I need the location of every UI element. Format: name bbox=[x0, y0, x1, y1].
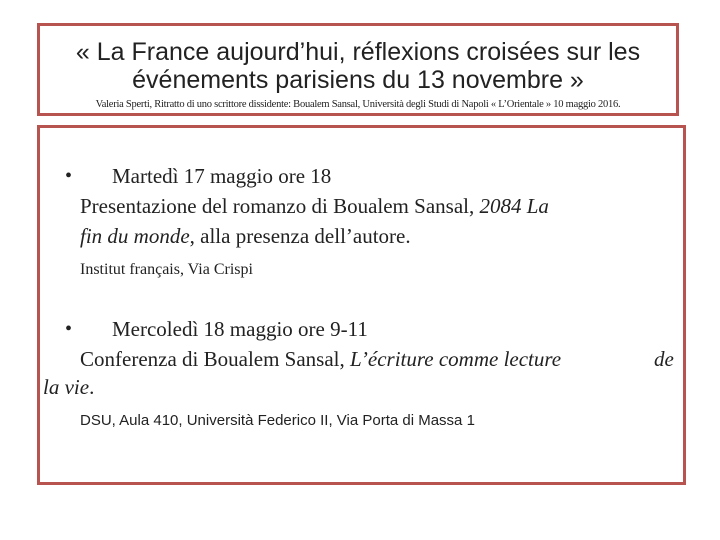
event-1-book-title-b: fin du monde bbox=[80, 224, 190, 248]
event-2-description-line-2 bbox=[43, 372, 94, 402]
event-2-lecture-title-b: la vie bbox=[43, 375, 90, 399]
event-2-desc-text-2: . bbox=[89, 375, 95, 399]
event-1-venue: Institut français, Via Crispi bbox=[80, 261, 253, 278]
event-2-lecture-title-de: de bbox=[654, 347, 674, 371]
title-line-1: « La France aujourd’hui, réflexions croisées sur les bbox=[75, 38, 641, 66]
event-2-desc-text: Conferenza di Boualem Sansal, bbox=[80, 347, 351, 371]
event-2-description-line-1 bbox=[80, 344, 561, 374]
citation: Valeria Sperti, Ritratto di uno scrittore dissidente: Boualem Sansal, Università degli Studi di Napoli « L’Orientale » 10 maggio 2016. bbox=[95, 99, 621, 110]
event-1-heading: Martedì 17 maggio ore 18 bbox=[112, 164, 332, 188]
event-2-lecture-title-a: L’écriture comme lecture bbox=[350, 347, 562, 371]
event-1-book-title-a: 2084 La bbox=[479, 194, 549, 218]
event-1-desc-text: Presentazione del romanzo di Boualem Sansal, bbox=[80, 194, 480, 218]
content-box bbox=[37, 125, 686, 485]
title-line-2: événements parisiens du 13 novembre » bbox=[132, 66, 584, 94]
event-1-description-line-1 bbox=[80, 191, 549, 221]
event-1-desc-text-2: , alla presenza dell’autore. bbox=[189, 224, 411, 248]
event-2-description-de bbox=[654, 344, 674, 374]
event-2-venue: DSU, Aula 410, Università Federico II, Via Porta di Massa 1 bbox=[80, 412, 475, 429]
title-box bbox=[37, 23, 679, 116]
event-1-description-line-2 bbox=[80, 221, 411, 251]
bullet-icon: • bbox=[65, 165, 73, 187]
bullet-icon: • bbox=[65, 318, 73, 340]
event-2-heading: Mercoledì 18 maggio ore 9-11 bbox=[112, 317, 368, 341]
